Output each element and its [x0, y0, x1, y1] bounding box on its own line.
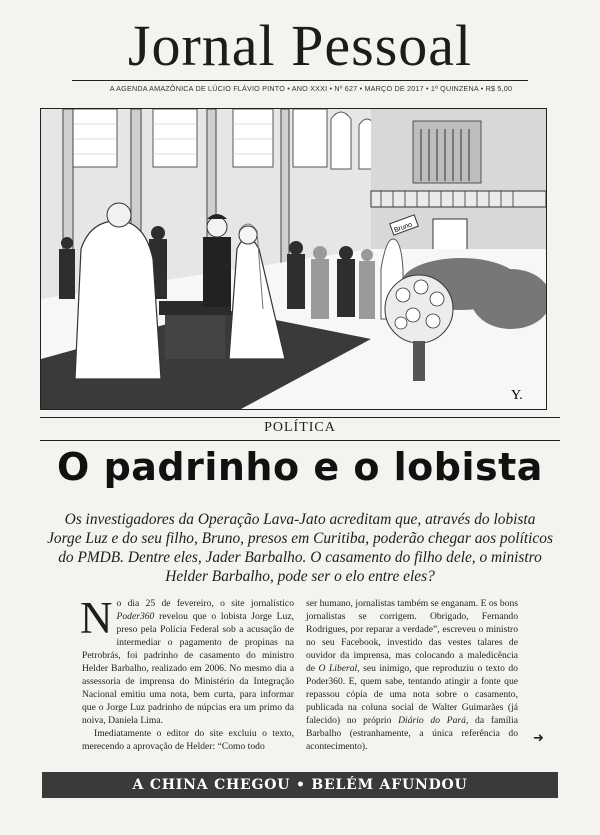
col1-paragraph-2: Imediatamente o editor do site excluiu o texto, merecendo a aprovação de Helder: “Como todo [82, 728, 294, 752]
col2-text-c: , da família Barbalho (estranhamente, a única referência do acontecimento). [306, 715, 519, 752]
col2-text-a: ser humano, jornalistas também se enganam. E os bons jornalistas se corrigem. Obrigado, Fernando Rodrigues, por reparar a verdade”, escreveu o ministro no seu Facebook, investido das vestes talares de ouvidor da imprensa, mas colocando a maledicência de [306, 598, 518, 674]
cartoon-illustration [40, 108, 547, 410]
section-label: POLÍTICA [264, 420, 336, 435]
cartoon-sign-text: Bruno [393, 221, 414, 235]
article-column-1 [80, 593, 294, 753]
footer-banner: A CHINA CHEGOU • BELÉM AFUNDOU [42, 772, 558, 798]
col2-text-em2: Diário do Pará [398, 715, 466, 726]
drop-cap: N [80, 593, 113, 643]
col1-text-a: o dia 25 de fevereiro, o site jornalístico [116, 598, 294, 609]
section-rule-bottom [40, 440, 560, 441]
col2-text-em: O Liberal [318, 663, 358, 674]
masthead-subline: A AGENDA AMAZÔNICA DE LÚCIO FLÁVIO PINTO • ANO XXXI • Nº 627 • MARÇO DE 2017 • 1ª QUINZENA • R$ 5,00 [109, 84, 513, 93]
article-column-2 [306, 597, 518, 753]
cartoon-signature: Y. [511, 388, 523, 403]
col1-text-em: Poder360 [116, 611, 155, 622]
continue-arrow-icon: ➜ [533, 731, 544, 746]
section-rule-top [40, 417, 560, 418]
col2-text-b: , seu inimigo, que reproduziu o texto do Poder360. E, quem sabe, tentando atingir a fonte que repassou cópia de uma nota sobre o casamento, publicada na coluna social de Walter Guimarães (já falecido) no próprio [306, 663, 518, 726]
lede: Os investigadores da Operação Lava-Jato acreditam que, através do lobista Jorge Luz e do seu filho, Bruno, presos em Curitiba, poderão chegar aos políticos do PMDB. Dentre eles, Jader Barbalho. O casamento do filho dele, o ministro Helder Barbalho, pode ser o elo entre eles? [47, 511, 553, 585]
wedding-cartoon [41, 109, 546, 409]
col1-text-b: revelou que o lobista Jorge Luz, preso pela Polícia Federal sob a acusação de intermediar o pagamento de propinas na Petrobrás, foi padrinho de casamento do ministro Helder Barbalho, realizado em 2006. No mesmo dia a assessoria de imprensa do Ministério da Integração Nacional emitiu uma nota, bem curta, para informar que o Jorge Luz padrinho de núpcias era um primo da noiva, Daniela Lima. [82, 611, 294, 726]
headline: O padrinho e o lobista [57, 445, 543, 489]
masthead-rule [72, 80, 528, 81]
masthead-title: Jornal Pessoal [127, 13, 473, 78]
